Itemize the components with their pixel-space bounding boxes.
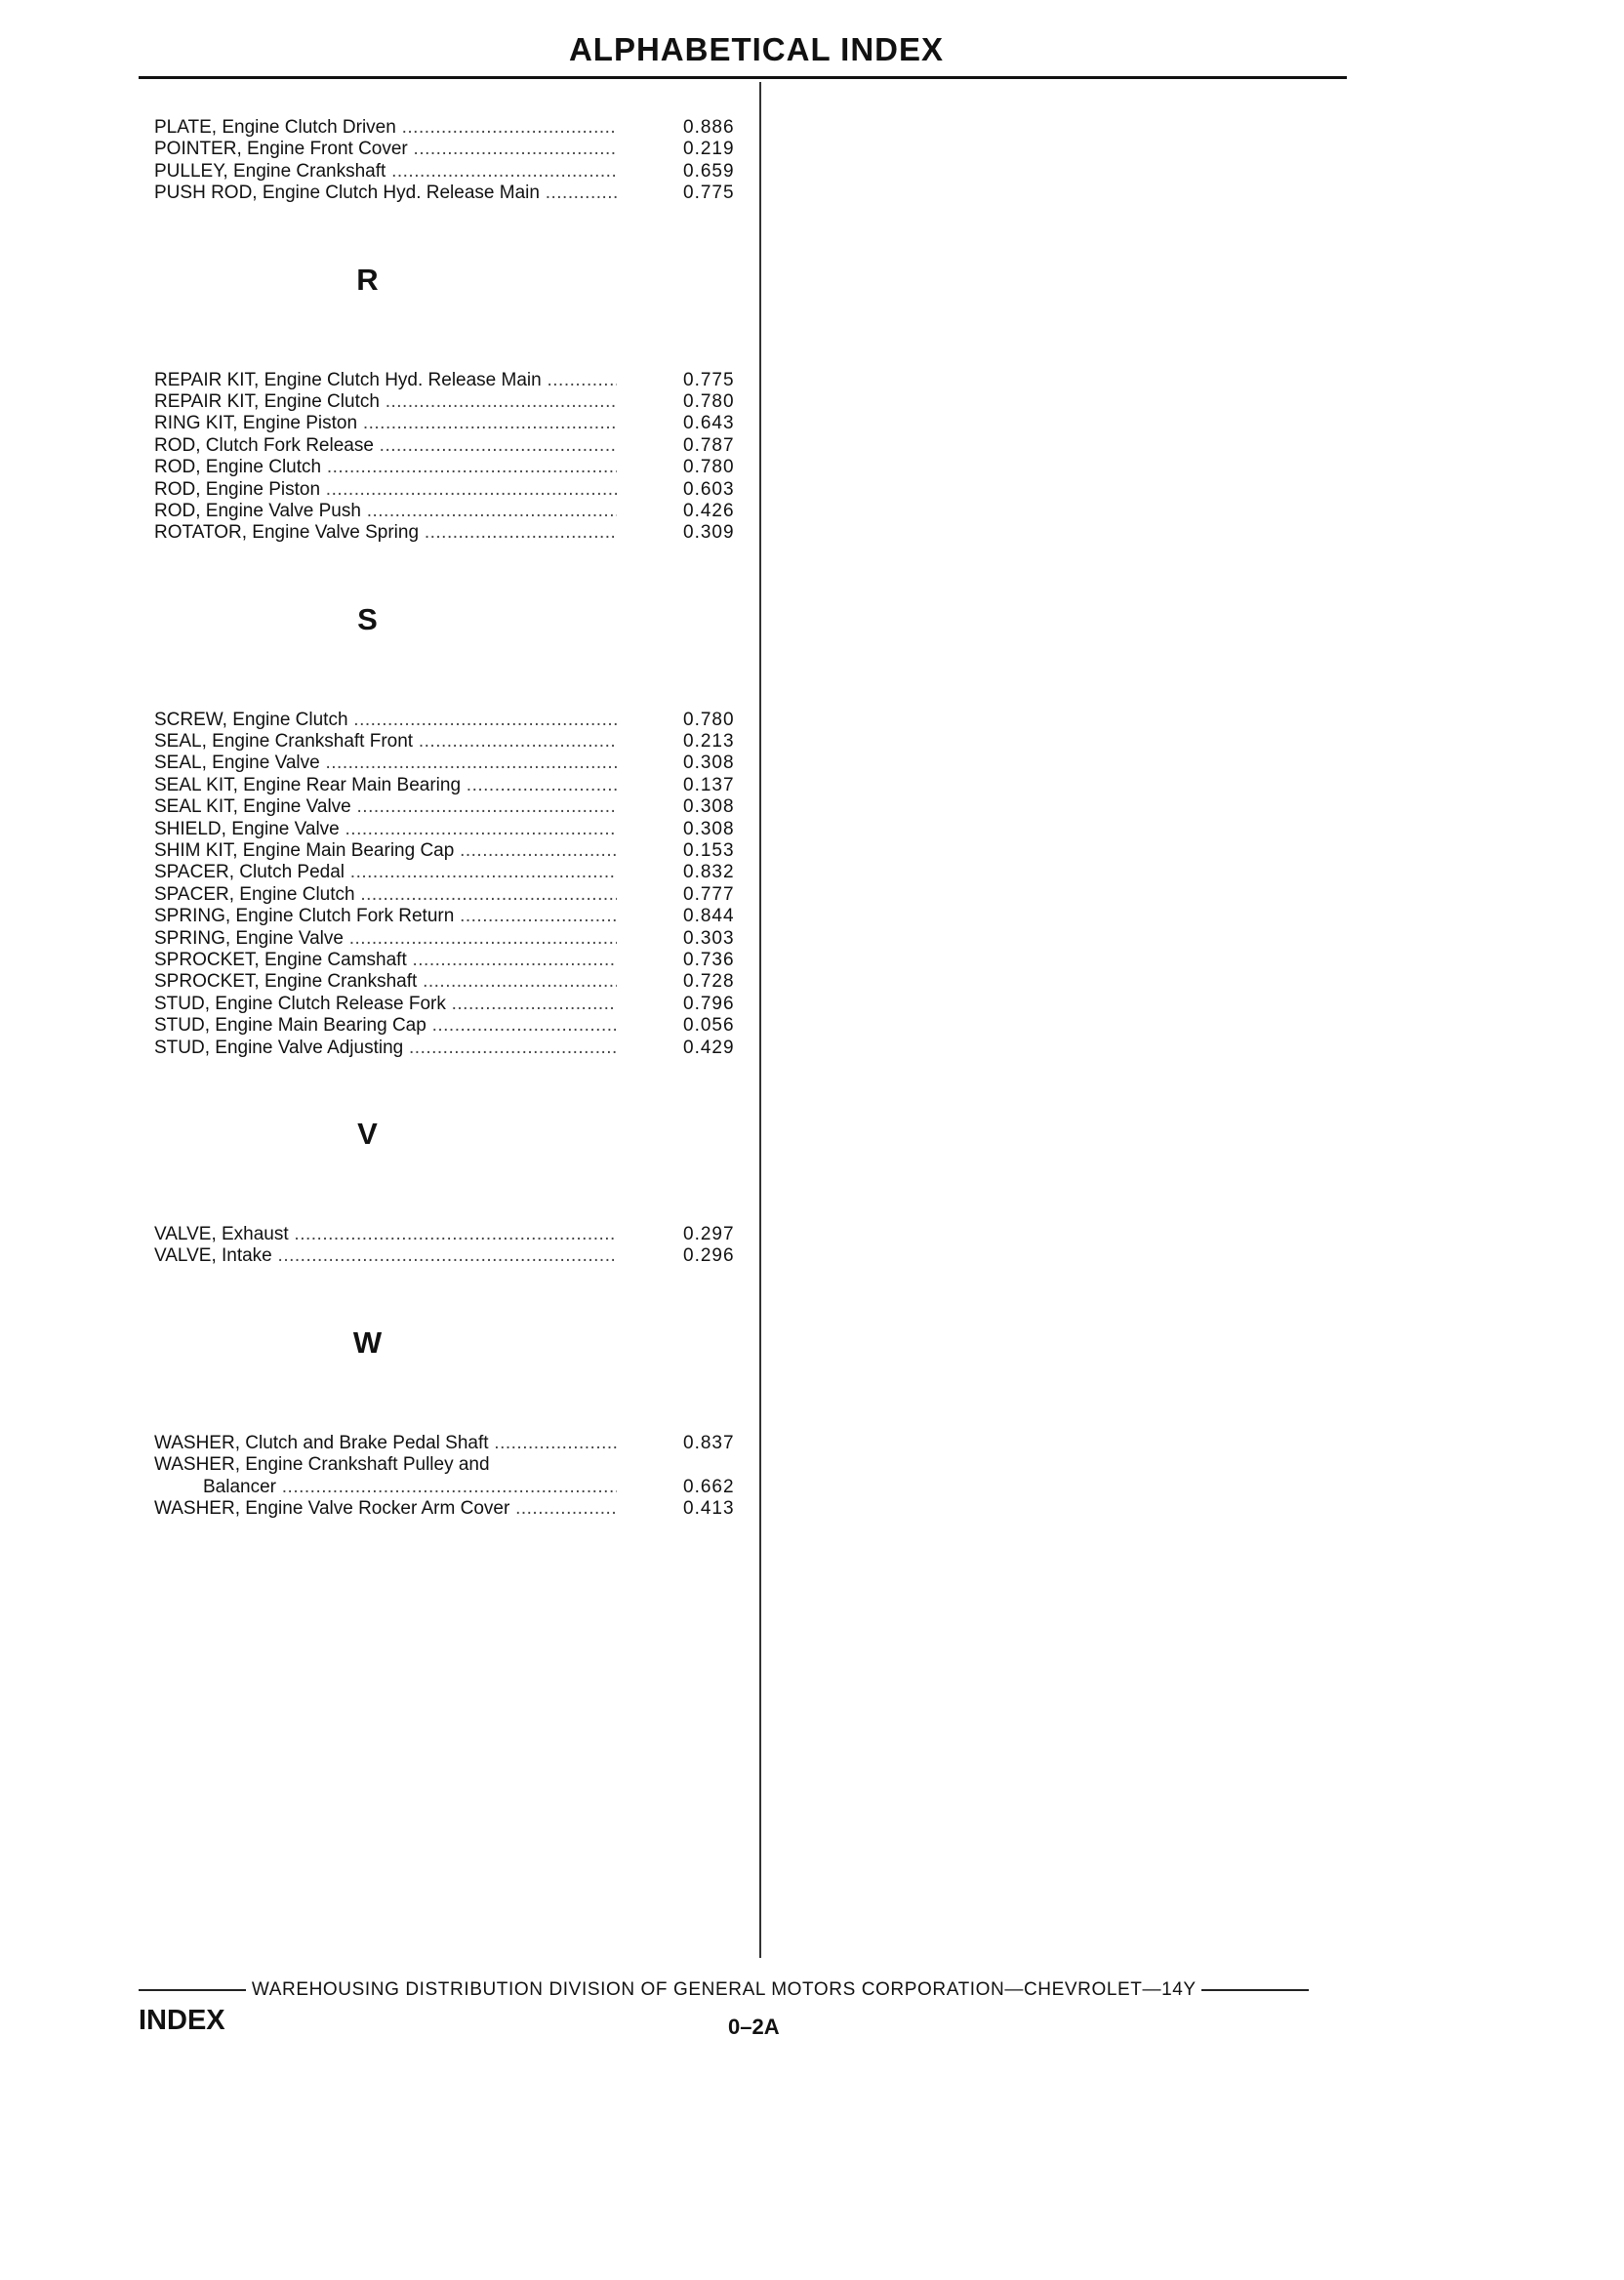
publisher-line bbox=[139, 1977, 1372, 2003]
section-letter-s: S bbox=[357, 601, 378, 636]
entry-page-number: 0.426 bbox=[683, 500, 735, 521]
entry-description: STUD, Engine Valve Adjusting ..... bbox=[154, 1038, 617, 1059]
index-entry bbox=[154, 819, 751, 840]
entry-page-number: 0.886 bbox=[683, 117, 735, 138]
entry-page-number: 0.056 bbox=[683, 1015, 735, 1037]
entry-page-number: 0.832 bbox=[683, 862, 735, 883]
entry-page-number: 0.796 bbox=[683, 993, 735, 1014]
index-entry bbox=[154, 413, 751, 434]
entry-page-number: 0.777 bbox=[683, 883, 735, 905]
index-entry bbox=[154, 1015, 751, 1037]
section-label: INDEX bbox=[139, 2005, 225, 2036]
entry-page-number: 0.780 bbox=[683, 457, 735, 478]
index-entry bbox=[154, 950, 751, 971]
entry-description: SEAL KIT, Engine Valve ..... bbox=[154, 796, 617, 818]
index-entry bbox=[154, 117, 751, 139]
section-letter-r: R bbox=[356, 262, 379, 297]
entry-description: SEAL, Engine Crankshaft Front ..... bbox=[154, 731, 617, 753]
entry-page-number: 0.659 bbox=[683, 160, 735, 182]
entry-page-number: 0.837 bbox=[683, 1432, 735, 1453]
entry-page-number: 0.429 bbox=[683, 1037, 735, 1058]
index-entry bbox=[154, 522, 751, 544]
entry-page-number: 0.662 bbox=[683, 1476, 735, 1497]
page-number: 0–2A bbox=[728, 2015, 780, 2039]
entry-description: SPROCKET, Engine Camshaft ..... bbox=[154, 950, 617, 971]
entry-description: VALVE, Exhaust ..... bbox=[154, 1224, 617, 1245]
index-entry bbox=[154, 840, 751, 862]
entry-description: WASHER, Clutch and Brake Pedal Shaft ..... bbox=[154, 1433, 617, 1454]
section-letter-v: V bbox=[357, 1116, 378, 1151]
index-entry bbox=[154, 1224, 751, 1245]
entry-description: WASHER, Engine Valve Rocker Arm Cover ..... bbox=[154, 1498, 617, 1520]
index-entry bbox=[154, 906, 751, 927]
entry-page-number: 0.219 bbox=[683, 139, 735, 160]
index-entry bbox=[154, 884, 751, 906]
entry-description: SPRING, Engine Valve ..... bbox=[154, 928, 617, 950]
index-entry bbox=[154, 1477, 751, 1498]
index-entry bbox=[154, 862, 751, 883]
index-entry bbox=[154, 1454, 751, 1476]
entry-page-number: 0.308 bbox=[683, 796, 735, 818]
entry-page-number: 0.303 bbox=[683, 927, 735, 949]
entry-description: SPROCKET, Engine Crankshaft ..... bbox=[154, 971, 617, 993]
index-entry bbox=[154, 1038, 751, 1059]
index-entry bbox=[154, 139, 751, 160]
entry-description: Balancer ..... bbox=[154, 1477, 617, 1498]
entry-page-number: 0.775 bbox=[683, 183, 735, 204]
index-entry bbox=[154, 161, 751, 183]
title-rule bbox=[139, 76, 1347, 79]
entry-page-number: 0.308 bbox=[683, 753, 735, 774]
entry-description: STUD, Engine Main Bearing Cap ..... bbox=[154, 1015, 617, 1037]
entry-page-number: 0.308 bbox=[683, 818, 735, 839]
entry-description: PLATE, Engine Clutch Driven ..... bbox=[154, 117, 617, 139]
entry-page-number: 0.137 bbox=[683, 774, 735, 795]
index-entry bbox=[154, 1498, 751, 1520]
entry-description: ROD, Clutch Fork Release ..... bbox=[154, 435, 617, 457]
entry-description: SHIELD, Engine Valve ..... bbox=[154, 819, 617, 840]
index-entry bbox=[154, 753, 751, 774]
index-entry bbox=[154, 775, 751, 796]
index-entry bbox=[154, 370, 751, 391]
entry-description: SPACER, Engine Clutch ..... bbox=[154, 884, 617, 906]
entry-page-number: 0.413 bbox=[683, 1497, 735, 1519]
entry-description: PUSH ROD, Engine Clutch Hyd. Release Main ..... bbox=[154, 183, 617, 204]
index-entry bbox=[154, 731, 751, 753]
index-entry bbox=[154, 435, 751, 457]
entry-description: ROTATOR, Engine Valve Spring ..... bbox=[154, 522, 617, 544]
entry-description: SPRING, Engine Clutch Fork Return ..... bbox=[154, 906, 617, 927]
entry-page-number: 0.787 bbox=[683, 434, 735, 456]
entry-description: STUD, Engine Clutch Release Fork ..... bbox=[154, 994, 617, 1015]
entry-description: SEAL KIT, Engine Rear Main Bearing ..... bbox=[154, 775, 617, 796]
entry-page-number: 0.643 bbox=[683, 413, 735, 434]
entry-description: WASHER, Engine Crankshaft Pulley and bbox=[154, 1454, 490, 1476]
entry-page-number: 0.780 bbox=[683, 709, 735, 730]
index-entry bbox=[154, 457, 751, 478]
entry-page-number: 0.736 bbox=[683, 949, 735, 970]
entry-description: RING KIT, Engine Piston ..... bbox=[154, 413, 617, 434]
entry-description: SCREW, Engine Clutch ..... bbox=[154, 710, 617, 731]
entry-page-number: 0.153 bbox=[683, 840, 735, 862]
entry-page-number: 0.603 bbox=[683, 478, 735, 500]
entry-description: ROD, Engine Valve Push ..... bbox=[154, 501, 617, 522]
entry-description: VALVE, Intake ..... bbox=[154, 1245, 617, 1267]
entry-description: POINTER, Engine Front Cover ..... bbox=[154, 139, 617, 160]
entry-page-number: 0.297 bbox=[683, 1223, 735, 1244]
index-entry bbox=[154, 928, 751, 950]
index-entry bbox=[154, 971, 751, 993]
footer-rule-left bbox=[139, 1989, 246, 1991]
publisher-text: WAREHOUSING DISTRIBUTION DIVISION OF GENERAL MOTORS CORPORATION—CHEVROLET—14Y bbox=[251, 1979, 1197, 2000]
entry-description: SPACER, Clutch Pedal ..... bbox=[154, 862, 617, 883]
entry-description: SHIM KIT, Engine Main Bearing Cap ..... bbox=[154, 840, 617, 862]
index-entry bbox=[154, 994, 751, 1015]
entry-description: SEAL, Engine Valve ..... bbox=[154, 753, 617, 774]
entry-page-number: 0.296 bbox=[683, 1245, 735, 1267]
entry-page-number: 0.213 bbox=[683, 731, 735, 753]
page-title: ALPHABETICAL INDEX bbox=[568, 31, 945, 67]
entry-page-number: 0.780 bbox=[683, 390, 735, 412]
entry-page-number: 0.309 bbox=[683, 522, 735, 544]
index-entry bbox=[154, 1245, 751, 1267]
index-entry bbox=[154, 183, 751, 204]
entry-page-number: 0.728 bbox=[683, 971, 735, 993]
entry-page-number: 0.844 bbox=[683, 906, 735, 927]
index-entry bbox=[154, 796, 751, 818]
index-entry bbox=[154, 710, 751, 731]
index-entry bbox=[154, 501, 751, 522]
entry-description: PULLEY, Engine Crankshaft ..... bbox=[154, 161, 617, 183]
index-entry bbox=[154, 391, 751, 413]
section-letter-w: W bbox=[352, 1324, 383, 1360]
column-divider bbox=[759, 82, 761, 1958]
entry-description: REPAIR KIT, Engine Clutch Hyd. Release Main ..... bbox=[154, 370, 617, 391]
entry-description: ROD, Engine Piston ..... bbox=[154, 479, 617, 501]
index-entry bbox=[154, 1433, 751, 1454]
index-entry bbox=[154, 479, 751, 501]
entry-page-number: 0.775 bbox=[683, 369, 735, 390]
entry-description: ROD, Engine Clutch ..... bbox=[154, 457, 617, 478]
entry-description: REPAIR KIT, Engine Clutch ..... bbox=[154, 391, 617, 413]
index-column bbox=[154, 117, 751, 1520]
footer-rule-right bbox=[1201, 1989, 1309, 1991]
